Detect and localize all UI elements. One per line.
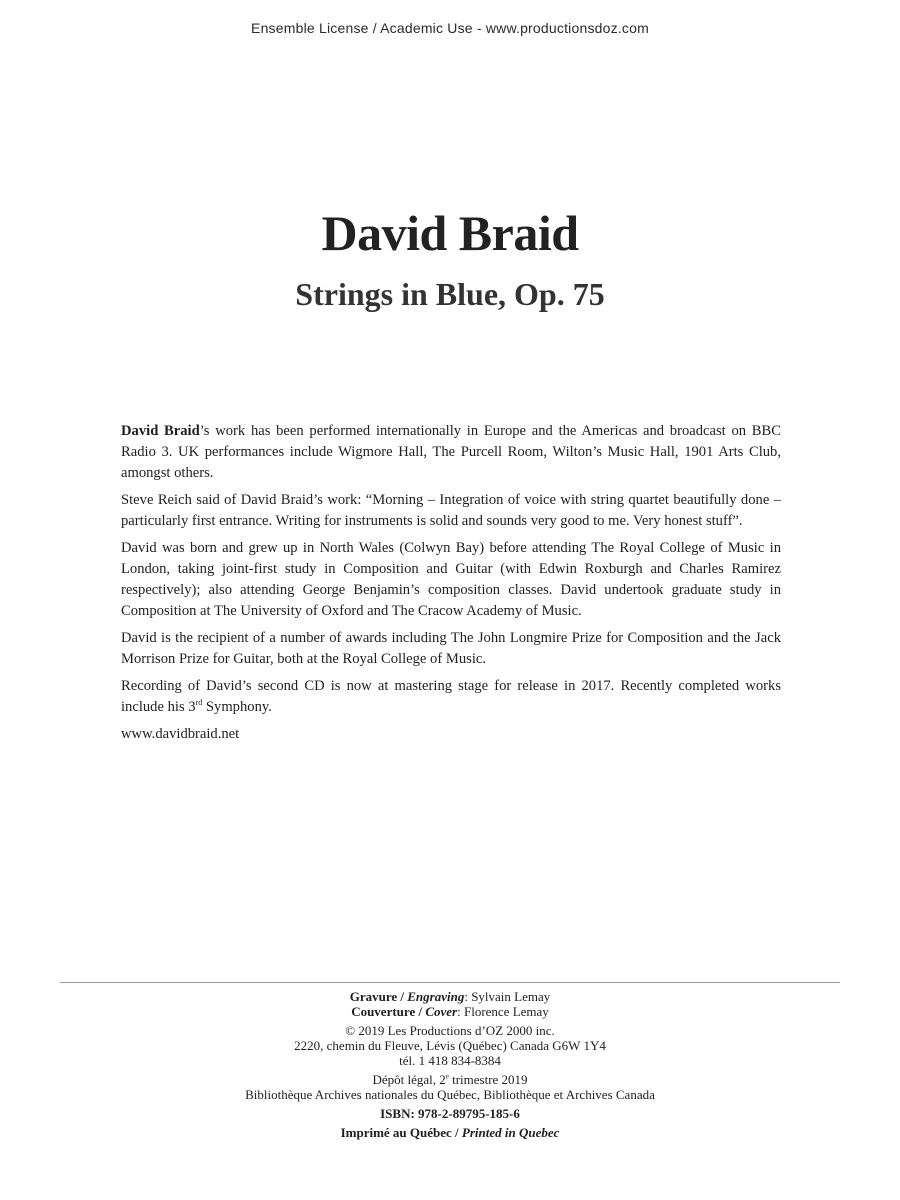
bio-paragraph-5 (121, 676, 781, 718)
libraries-line: Bibliothèque Archives nationales du Québec, Bibliothèque et Archives Canada (245, 1087, 655, 1102)
bio-paragraph-2: Steve Reich said of David Braid’s work: “Morning – Integration of voice with string quartet beautifully done – particularly first entrance. Writing for instruments is solid and sounds very good to me. Very honest stuff”. (121, 492, 781, 529)
printed-in (0, 1125, 900, 1140)
bio-paragraph-1-text: ’s work has been performed internationally in Europe and the Americas and broadcast on BBC Radio 3. UK performances include Wigmore Hall, The Purcell Room, Wilton’s Music Hall, 1901 Arts Club, amongst others. (121, 423, 781, 481)
ordinal-suffix: rd (195, 698, 203, 708)
isbn-block (0, 1106, 900, 1121)
engraving-credit (0, 989, 900, 1004)
deposit-quarter: trimestre 2019 (448, 1072, 528, 1087)
composer-biography (121, 421, 781, 751)
cover-designer-name: : Florence Lemay (457, 1004, 549, 1019)
printed-fr: Imprimé au Québec / (340, 1125, 462, 1140)
bio-composer-name: David Braid (121, 423, 200, 439)
bio-paragraph-3: David was born and grew up in North Wales (Colwyn Bay) before attending The Royal College of Music in London, taking joint-first study in Composition and Guitar (with Edwin Roxburgh and Charles Ramirez respectively); also attending George Benjamin’s composition classes. David undertook graduate study in Composition at The University of Oxford and The Cracow Academy of Music. (121, 540, 781, 619)
footer-divider (60, 982, 840, 983)
deposit-ordinal: e (445, 1072, 449, 1081)
cover-label-fr: Couverture / (351, 1004, 426, 1019)
publisher-address: 2220, chemin du Fleuve, Lévis (Québec) Canada G6W 1Y4 (294, 1038, 606, 1053)
engraving-label-en: Engraving (407, 989, 465, 1004)
copyright-line: © 2019 Les Productions d’OZ 2000 inc. (345, 1023, 555, 1038)
deposit-text: Dépôt légal, 2 (372, 1072, 446, 1087)
license-notice: Ensemble License / Academic Use - www.productionsdoz.com (251, 20, 649, 36)
bio-paragraph-5-end: Symphony. (202, 699, 272, 715)
deposit-line (0, 1072, 900, 1087)
legal-deposit (0, 1072, 900, 1102)
engraver-name: : Sylvain Lemay (464, 989, 551, 1004)
printed-en: Printed in Quebec (461, 1125, 560, 1140)
publisher-phone: tél. 1 418 834-8384 (399, 1053, 501, 1068)
printed-block (0, 1125, 900, 1140)
composer-name: David Braid (321, 205, 579, 261)
cover-label-en: Cover (425, 1004, 458, 1019)
isbn: ISBN: 978-2-89795-185-6 (380, 1106, 520, 1121)
bio-paragraph-5-text: Recording of David’s second CD is now at mastering stage for release in 2017. Recently completed works include his 3 (121, 678, 781, 715)
bio-paragraph-4: David is the recipient of a number of awards including The John Longmire Prize for Composition and the Jack Morrison Prize for Guitar, both at the Royal College of Music. (121, 630, 781, 667)
publisher-info (0, 1023, 900, 1068)
credits (0, 989, 900, 1019)
work-title: Strings in Blue, Op. 75 (295, 276, 605, 312)
cover-credit (0, 1004, 900, 1019)
colophon (0, 989, 900, 1144)
engraving-label-fr: Gravure / (349, 989, 408, 1004)
bio-paragraph-1 (121, 421, 781, 484)
composer-website: www.davidbraid.net (121, 726, 240, 742)
